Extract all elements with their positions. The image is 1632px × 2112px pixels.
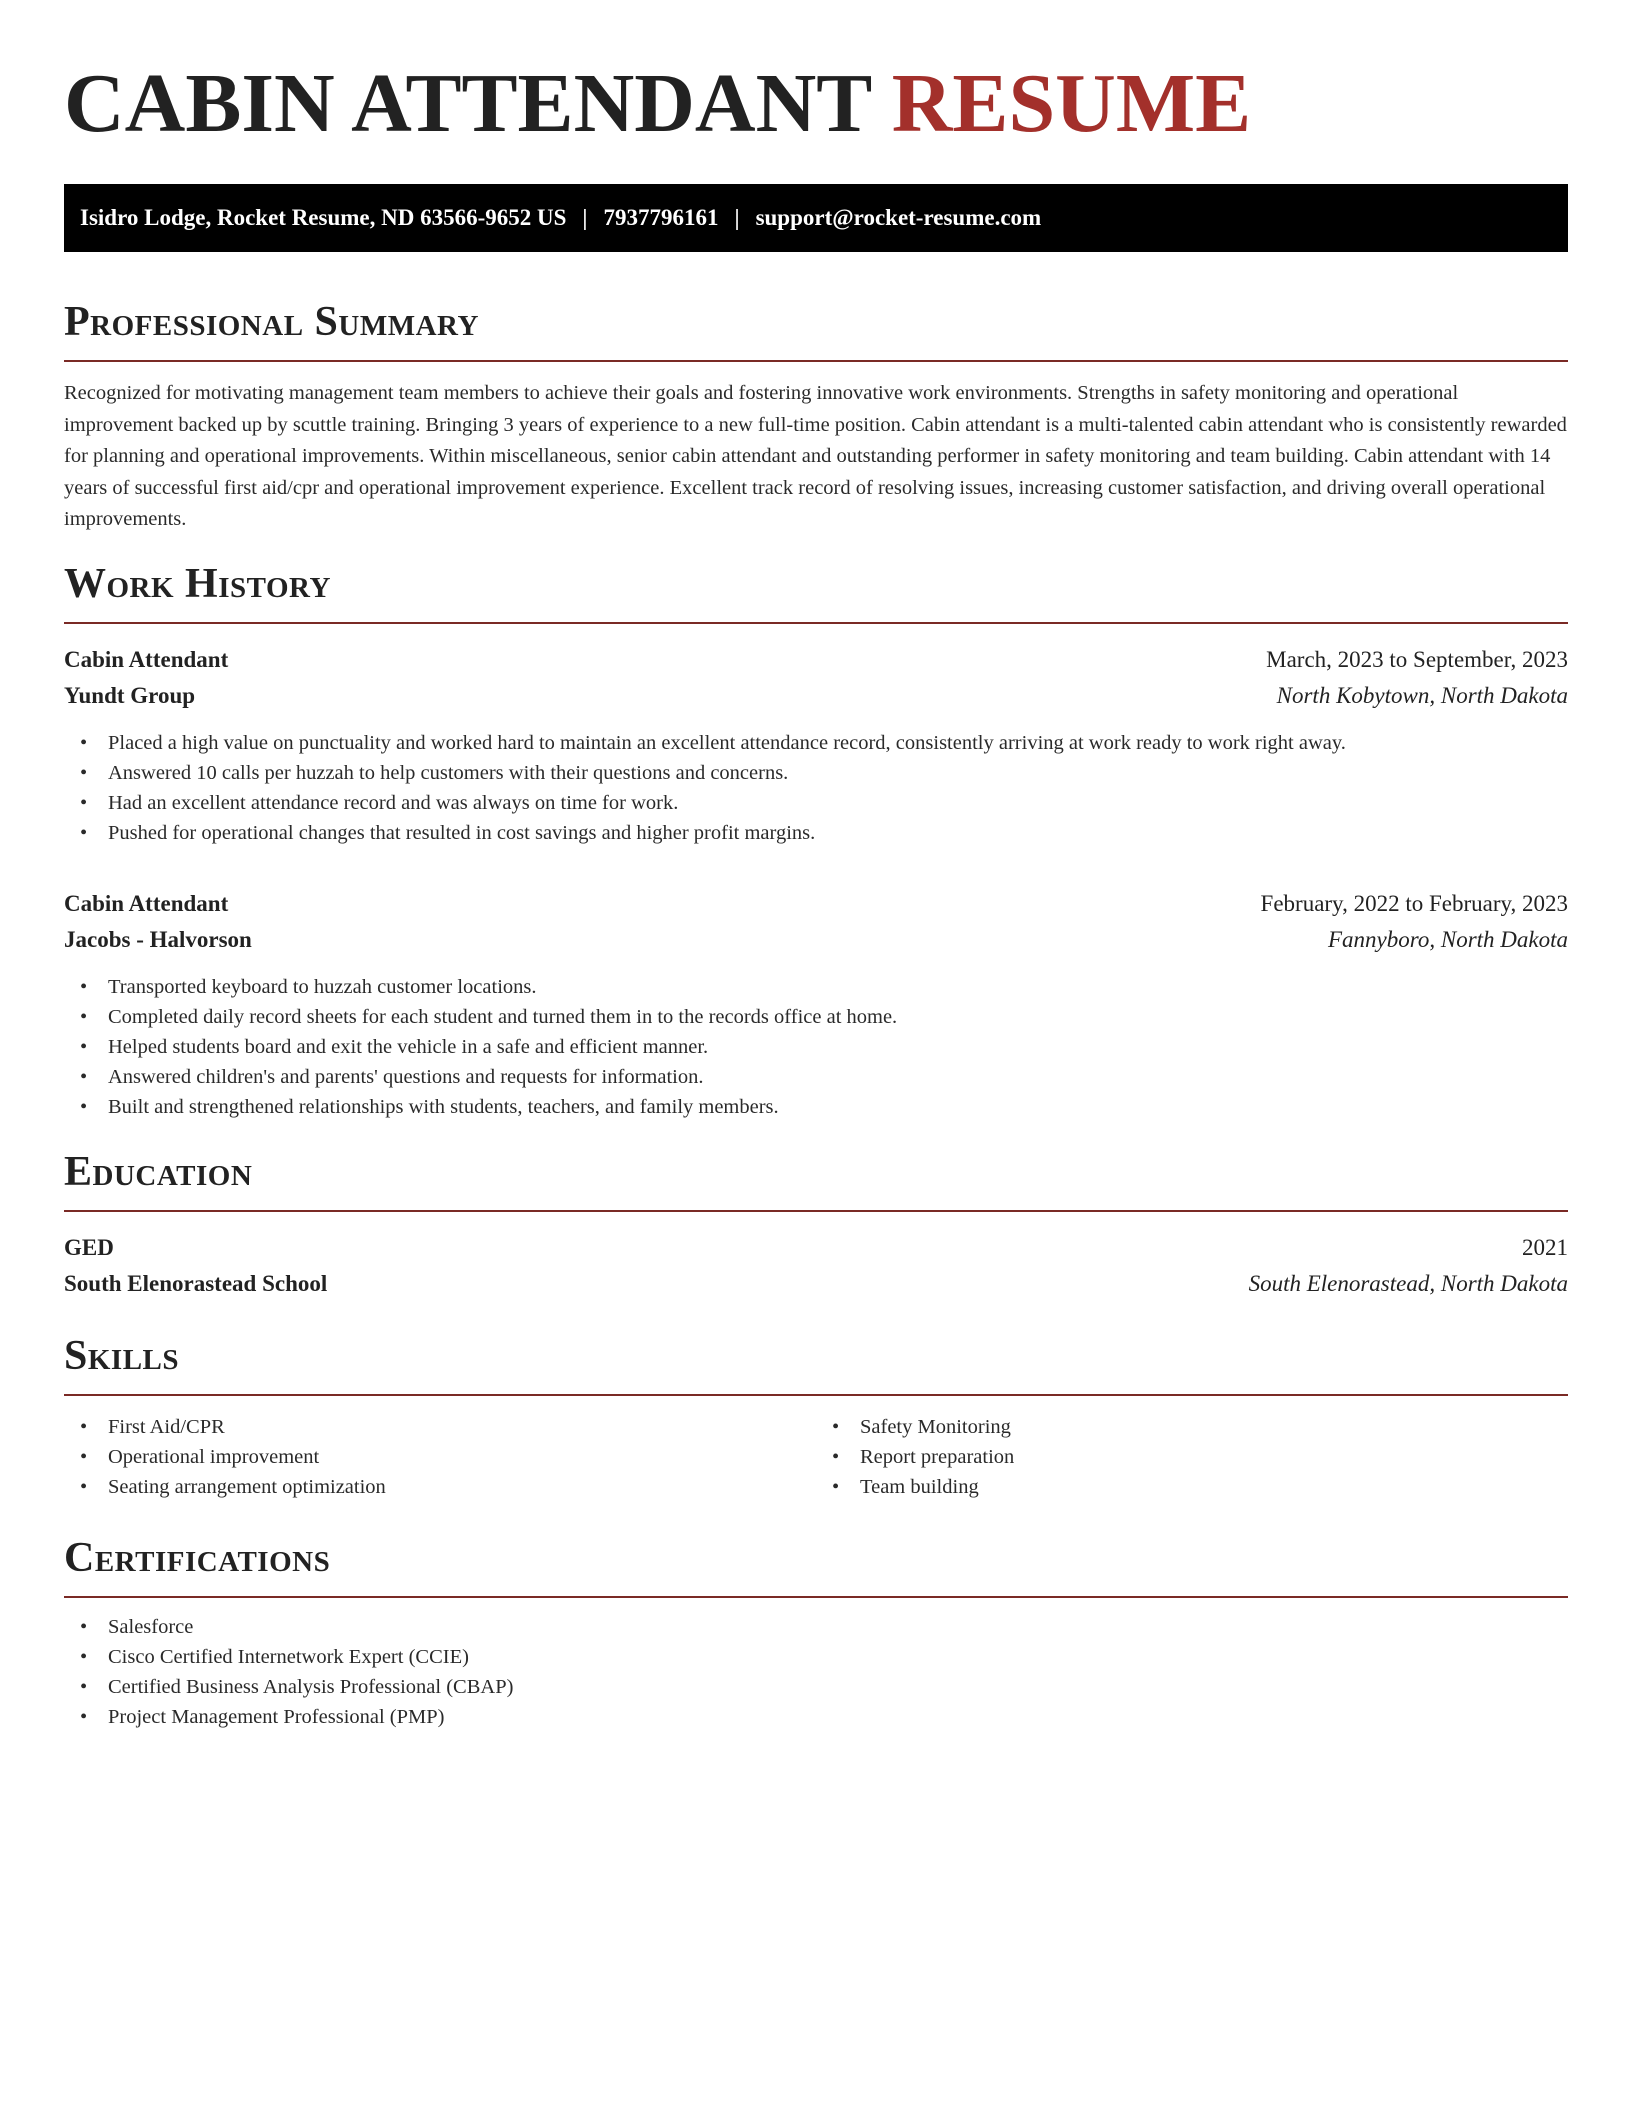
certifications-section — [64, 1532, 1568, 1732]
list-item: • Built and strengthened relationships with students, teachers, and family members. — [64, 1092, 1568, 1122]
job-title: Cabin Attendant — [64, 646, 229, 672]
job-company-row — [64, 678, 1568, 714]
job-dates: March, 2023 to September, 2023 — [1266, 646, 1568, 672]
contact-separator: | — [582, 205, 588, 230]
job-title-row — [64, 886, 1568, 922]
job-bullets — [64, 728, 1568, 848]
title-main: CABIN ATTENDANT — [64, 57, 871, 150]
list-item: • Safety Monitoring — [816, 1412, 1568, 1442]
contact-phone: 7937796161 — [603, 205, 719, 230]
education-school-row — [64, 1266, 1568, 1302]
list-item: • Certified Business Analysis Professional (CBAP) — [64, 1672, 1568, 1702]
skills-heading: Skills — [64, 1330, 1568, 1396]
job-location: Fannyboro, North Dakota — [1328, 926, 1568, 952]
list-item: • Seating arrangement optimization — [64, 1472, 816, 1502]
job-entry — [64, 886, 1568, 1122]
certifications-list — [64, 1612, 1568, 1732]
summary-text: Recognized for motivating management team members to achieve their goals and fostering innovative work environments. Strengths in safety monitoring and operational improvement backed up by scuttle training. Bringing 3 years of experience to a new full-time position. Cabin attendant is a multi-talented cabin attendant who is consistently rewarded for planning and operational improvements. Within miscellaneous, senior cabin attendant and outstanding performer in safety monitoring and team building. Cabin attendant with 14 years of successful first aid/cpr and operational improvement experience. Excellent track record of resolving issues, increasing customer satisfaction, and driving overall operational improvements. — [64, 382, 1567, 530]
list-item: • Report preparation — [816, 1442, 1568, 1472]
job-bullets — [64, 972, 1568, 1122]
list-item: • Project Management Professional (PMP) — [64, 1702, 1568, 1732]
list-item: • Salesforce — [64, 1612, 1568, 1642]
certifications-heading: Certifications — [64, 1532, 1568, 1598]
job-company-row — [64, 922, 1568, 958]
list-item: • Completed daily record sheets for each student and turned them in to the records office at home. — [64, 1002, 1568, 1032]
education-location: South Elenorastead, North Dakota — [1248, 1270, 1568, 1296]
job-company: Jacobs - Halvorson — [64, 926, 252, 952]
work-history-section — [64, 558, 1568, 1122]
list-item: • Placed a high value on punctuality and worked hard to maintain an excellent attendance record, consistently arriving at work ready to work right away. — [64, 728, 1568, 758]
job-title: Cabin Attendant — [64, 890, 229, 916]
education-section — [64, 1146, 1568, 1302]
job-title-row — [64, 642, 1568, 678]
list-item: • Helped students board and exit the vehicle in a safe and efficient manner. — [64, 1032, 1568, 1062]
skills-section — [64, 1330, 1568, 1502]
contact-address: Isidro Lodge, Rocket Resume, ND 63566-9652 US — [80, 205, 567, 230]
list-item: • Transported keyboard to huzzah customer locations. — [64, 972, 1568, 1002]
contact-email: support@rocket-resume.com — [755, 205, 1042, 230]
skills-columns — [64, 1412, 1568, 1502]
education-entry — [64, 1230, 1568, 1302]
education-year: 2021 — [1522, 1234, 1568, 1260]
title-accent: RESUME — [891, 57, 1252, 150]
summary-section — [64, 296, 1568, 536]
resume-title — [64, 56, 1568, 152]
education-degree: GED — [64, 1234, 114, 1260]
education-degree-row — [64, 1230, 1568, 1266]
contact-bar — [64, 184, 1568, 252]
skills-list — [816, 1412, 1568, 1502]
education-heading: Education — [64, 1146, 1568, 1212]
list-item: • Team building — [816, 1472, 1568, 1502]
job-company: Yundt Group — [64, 682, 196, 708]
skills-column-left — [64, 1412, 816, 1502]
job-location: North Kobytown, North Dakota — [1276, 682, 1568, 708]
list-item: • First Aid/CPR — [64, 1412, 816, 1442]
job-dates: February, 2022 to February, 2023 — [1260, 890, 1568, 916]
education-school: South Elenorastead School — [64, 1270, 328, 1296]
list-item: • Operational improvement — [64, 1442, 816, 1472]
skills-list — [64, 1412, 816, 1502]
list-item: • Had an excellent attendance record and was always on time for work. — [64, 788, 1568, 818]
job-entry — [64, 642, 1568, 848]
contact-separator: | — [734, 205, 740, 230]
skills-column-right — [816, 1412, 1568, 1502]
work-history-heading: Work History — [64, 558, 1568, 624]
list-item: • Pushed for operational changes that resulted in cost savings and higher profit margins. — [64, 818, 1568, 848]
list-item: • Answered children's and parents' questions and requests for information. — [64, 1062, 1568, 1092]
summary-heading: Professional Summary — [64, 296, 1568, 362]
list-item: • Answered 10 calls per huzzah to help customers with their questions and concerns. — [64, 758, 1568, 788]
list-item: • Cisco Certified Internetwork Expert (CCIE) — [64, 1642, 1568, 1672]
